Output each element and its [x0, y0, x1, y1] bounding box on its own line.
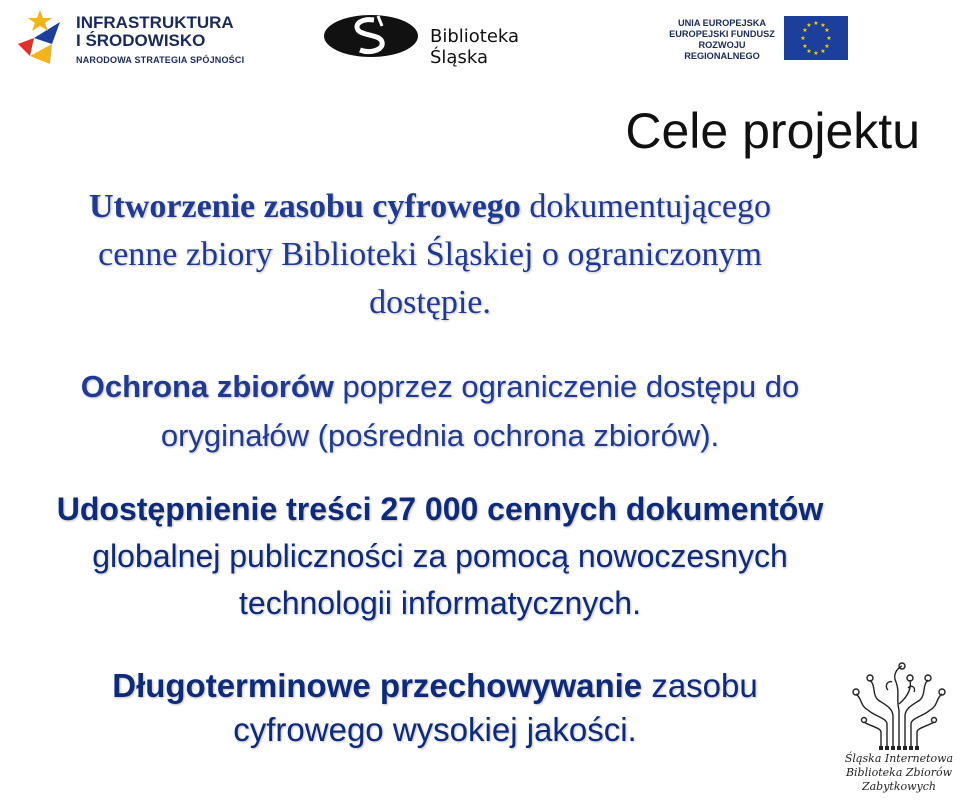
goal2-bold: Ochrona zbiorów — [80, 369, 334, 404]
biblioteka-slaska-logo-icon — [322, 12, 420, 60]
goal3-line2: globalnej publiczności za pomocą nowoczesnych — [92, 538, 788, 574]
goal3-line1: Udostępnienie treści 27 000 cennych dokumentów — [56, 491, 824, 527]
svg-text:★: ★ — [802, 43, 808, 50]
infrastruktura-title — [76, 14, 234, 50]
eu-text-line2: EUROPEJSKI FUNDUSZ — [669, 29, 775, 39]
svg-text:★: ★ — [813, 50, 819, 57]
goal1-line3: dostępie. — [369, 284, 491, 321]
eu-text-line1: UNIA EUROPEJSKA — [678, 18, 766, 28]
infrastruktura-logo-icon — [12, 4, 68, 68]
sibz-logo-line1: Śląska Internetowa — [844, 752, 954, 765]
svg-text:★: ★ — [800, 35, 806, 42]
infrastruktura-title-line1: INFRASTRUKTURA — [76, 13, 234, 32]
goal1-line2: cenne zbiory Biblioteki Śląskiej o ograniczonym — [98, 236, 762, 273]
goal-long-term-storage — [30, 664, 840, 752]
eu-logo — [664, 14, 854, 64]
sibz-logo-text — [838, 752, 960, 794]
sibz-logo-line2: Biblioteka Zbiorów — [845, 766, 953, 779]
goal4-line1-rest: zasobu — [642, 667, 758, 704]
svg-text:★: ★ — [824, 27, 830, 34]
svg-text:★: ★ — [826, 35, 832, 42]
goal2-line2: oryginałów (pośrednia ochrona zbiorów). — [160, 418, 720, 453]
svg-text:★: ★ — [813, 20, 819, 27]
goal1-line1 — [10, 183, 850, 231]
goal-sharing — [0, 486, 880, 627]
goal2-line1 — [0, 362, 880, 411]
goal4-bold: Długoterminowe przechowywanie — [112, 667, 643, 704]
eu-text-line3: ROZWOJU REGIONALNEGO — [684, 40, 760, 61]
svg-text:★: ★ — [806, 48, 812, 55]
tree-logo-icon — [838, 660, 960, 752]
svg-text:★: ★ — [820, 22, 826, 29]
svg-text:★: ★ — [806, 22, 812, 29]
goal-collection-protection — [0, 362, 880, 460]
library-name: Biblioteka Śląska — [430, 26, 520, 68]
slide-title: Cele projektu — [625, 103, 920, 159]
eu-flag-icon — [784, 16, 848, 60]
biblioteka-slaska-logo — [322, 12, 582, 68]
goal2-line1-rest: poprzez ograniczenie dostępu do — [333, 369, 800, 404]
eu-text — [664, 18, 780, 62]
svg-text:★: ★ — [820, 48, 826, 55]
goal4-line1 — [30, 664, 840, 708]
goal1-bold: Utworzenie zasobu cyfrowego — [88, 188, 521, 225]
infrastruktura-logo — [12, 4, 252, 68]
logo-header — [0, 0, 960, 80]
sibz-logo-line3: Zabytkowych — [861, 780, 937, 793]
goal-digital-resource — [10, 183, 850, 327]
goal1-line1-rest: dokumentującego — [520, 188, 772, 225]
goal3-line3: technologii informatycznych. — [239, 585, 641, 621]
sibz-logo — [838, 660, 960, 805]
goal4-line2: cyfrowego wysokiej jakości. — [233, 711, 637, 748]
infrastruktura-subtitle: NARODOWA STRATEGIA SPÓJNOŚCI — [76, 55, 245, 65]
infrastruktura-title-line2: I ŚRODOWISKO — [76, 31, 206, 50]
svg-text:★: ★ — [802, 27, 808, 34]
svg-text:★: ★ — [824, 43, 830, 50]
